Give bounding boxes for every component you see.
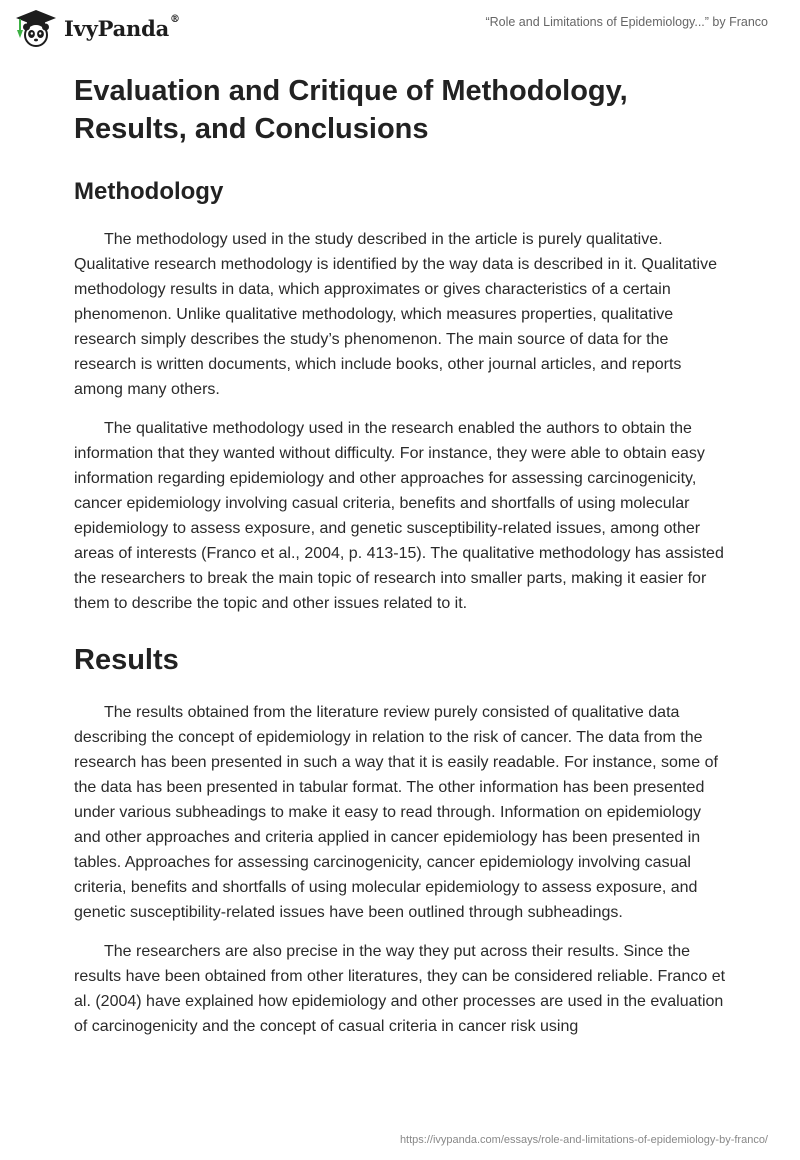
source-url-link[interactable]: https://ivypanda.com/essays/role-and-limitations-of-epidemiology-by-franco/ [399,1134,768,1146]
section-heading-results: Results [74,644,179,676]
paragraph: The results obtained from the literature review purely consisted of qualitative data describing the concept of epidemiology in relation to the risk of cancer. The data from the research has been presented in such a way that it is easily readable. For instance, some of the data has been presented in tabular format. The other information has been presented under various subheadings to make it easy to read through. Information on epidemiology and other approaches and criteria applied in cancer epidemiology has been presented in tables. Approaches for assessing carcinogenicity, cancer epidemiology involving casual criteria, benefits and shortfalls of using molecular epidemiology to assess exposure, and genetic susceptibility-related issues have been outlined through subheadings. [74,704,718,921]
panda-graduation-cap-icon [14,8,58,48]
section-heading-methodology: Methodology [74,178,224,205]
document-title: “Role and Limitations of Epidemiology...” by Franco [485,15,768,29]
article-title: Evaluation and Critique of Methodology, Results, and Conclusions [74,75,628,145]
page-header [0,0,800,60]
logo-wordmark: IvyPanda® [64,13,180,41]
paragraph: The researchers are also precise in the way they put across their results. Since the results have been obtained from other literatures, they can be considered reliable. Franco et al. (2004) have explained how epidemiology and other processes are used in the evaluation of carcinogenicity and the concept of casual criteria in cancer risk using [74,943,726,1035]
paragraph: The qualitative methodology used in the research enabled the authors to obtain the information that they wanted without difficulty. For instance, they were able to obtain easy information regarding epidemiology and other approaches for assessing carcinogenicity, cancer epidemiology involving casual criteria, benefits and shortfalls of using molecular epidemiology to assess exposure, and genetic susceptibility-related issues, among other areas of interests (Franco et al., 2004, p. 413-15). The qualitative methodology has assisted the researchers to break the main topic of research into smaller parts, making it easier for them to describe the topic and other issues related to it. [74,420,724,612]
article-body [74,72,728,1053]
paragraph: The methodology used in the study described in the article is purely qualitative. Qualitative research methodology is identified by the way data is described in it. Qualitative methodology results in data, which approximates or gives characteristics of a certain phenomenon. Unlike qualitative methodology, which measures properties, qualitative research simply describes the study’s phenomenon. The main source of data for the research is written documents, which include books, other journal articles, and reports among many others. [74,231,718,398]
registered-mark: ® [170,13,180,25]
ivypanda-logo[interactable] [14,8,180,48]
